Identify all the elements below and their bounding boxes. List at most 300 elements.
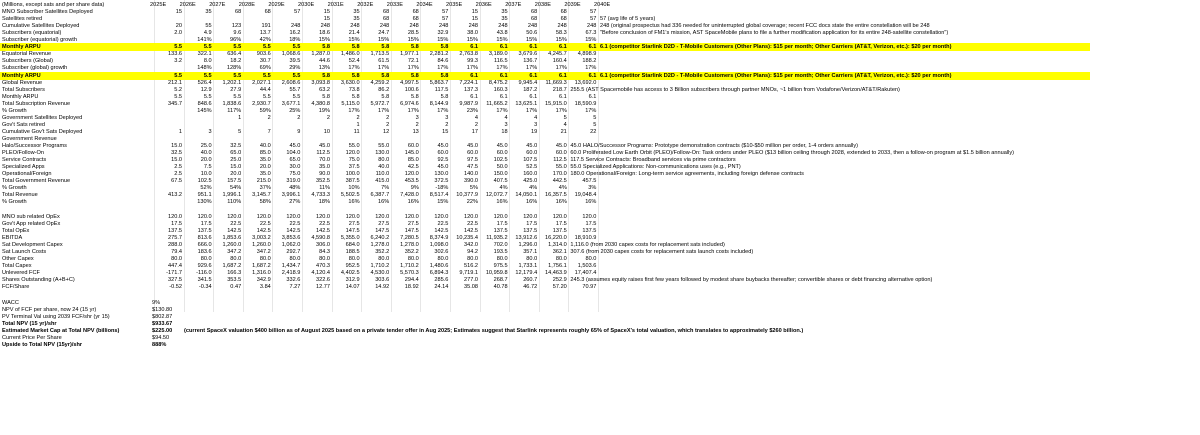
cell-value: 42.5 <box>407 164 419 171</box>
cell-value: 903.6 <box>256 51 271 58</box>
cell-value: 35.0 <box>319 164 330 171</box>
cell-value: 6.1 <box>499 93 508 100</box>
cell-value: 3 <box>504 121 508 128</box>
cell-value: 68 <box>264 9 271 16</box>
cell-value: 92.5 <box>437 157 449 164</box>
cell-value: 929.6 <box>197 262 212 269</box>
cell-value: 352.2 <box>375 248 390 255</box>
cell-value: 390.0 <box>464 178 478 185</box>
cell-value: 141% <box>197 37 212 44</box>
cell-value: 15% <box>525 37 538 44</box>
cell-value: 8,475.2 <box>488 79 508 86</box>
cell-value: 44.4 <box>259 86 271 93</box>
cell-value: 4,997.5 <box>400 79 419 86</box>
cell-value: 5 <box>593 114 597 121</box>
cell-value: 120.0 <box>404 213 419 220</box>
cell-value: 17% <box>407 107 419 114</box>
cell-value: 4,733.3 <box>311 192 330 199</box>
cell-value: 5.8 <box>322 72 330 79</box>
cell-value: 22.5 <box>437 220 449 227</box>
cell-value: 120.0 <box>227 213 242 220</box>
cell-value: 22.5 <box>230 220 242 227</box>
cell-value: 5,115.0 <box>341 100 360 107</box>
header-year: 2025E <box>150 2 167 8</box>
cell-value: 58% <box>259 199 271 206</box>
cell-value: 4,245.7 <box>548 51 567 58</box>
cell-value: 39.5 <box>289 58 301 65</box>
row-note: 6.1 (competitor Starlink D2D - T-Mobile Customers (Other Plans): $15 per month; Other Carriers (AT&T, Verizon, etc.): $20 per month) <box>600 44 952 51</box>
row-label: EBITDA <box>2 234 23 241</box>
cell-value: 4% <box>499 185 508 192</box>
cell-value: 292.7 <box>286 248 301 255</box>
cell-value: 5.5 <box>263 72 271 79</box>
cell-value: 1 <box>178 128 182 135</box>
cell-value: 15% <box>437 37 449 44</box>
cell-value: 117.5 <box>434 86 449 93</box>
cell-value: 22.5 <box>319 220 330 227</box>
cell-value: 1,480.6 <box>429 262 449 269</box>
cell-value: 145.0 <box>404 150 419 157</box>
row-label: Unlevered FCF <box>2 269 40 276</box>
cell-value: 17.5 <box>200 220 212 227</box>
cell-value: 6,240.2 <box>370 234 390 241</box>
cell-value: 352.5 <box>316 178 330 185</box>
row-label: Sat Development Capex <box>2 241 63 248</box>
cell-value: 35.0 <box>259 171 271 178</box>
cell-value: 110% <box>227 199 242 206</box>
cell-value: 80.0 <box>496 255 508 262</box>
cell-value: 28.5 <box>407 30 419 37</box>
cell-value: 80.0 <box>319 255 330 262</box>
cell-value: 413.2 <box>168 192 182 199</box>
header-year: 2035E <box>446 2 463 8</box>
cell-value: 15% <box>318 37 330 44</box>
cell-value: 7.5 <box>203 164 212 171</box>
cell-value: 248 <box>409 23 419 30</box>
cell-value: 2 <box>415 121 419 128</box>
cell-value: 8,144.9 <box>429 100 449 107</box>
row-label: Subscribers (equatorial) <box>2 30 62 37</box>
summary-value: $225.00 <box>152 328 173 335</box>
row-label: Total Capex <box>2 262 32 269</box>
cell-value: 5.5 <box>263 44 271 51</box>
cell-value: 17% <box>377 65 390 72</box>
cell-value: 85.0 <box>259 150 271 157</box>
cell-value: 4% <box>529 185 538 192</box>
cell-value: 4,402.5 <box>340 269 360 276</box>
cell-value: 3,003.2 <box>252 234 271 241</box>
cell-value: 951.1 <box>197 192 212 199</box>
cell-value: 252.9 <box>552 276 567 283</box>
cell-value: 18,910.9 <box>574 234 597 241</box>
header-year: 2030E <box>298 2 315 8</box>
cell-value: 147.5 <box>345 227 360 234</box>
cell-value: 18% <box>289 37 301 44</box>
cell-value: 5.5 <box>174 93 182 100</box>
cell-value: 5.8 <box>411 72 419 79</box>
row-label: Total Subscribers <box>2 86 45 93</box>
cell-value: 10,235.4 <box>456 234 478 241</box>
cell-value: 2 <box>297 114 301 121</box>
cell-value: 20.0 <box>200 157 212 164</box>
cell-value: 1,687.2 <box>222 262 242 269</box>
cell-value: 1,287.0 <box>311 51 330 58</box>
cell-value: 2.5 <box>174 171 182 178</box>
row-label: Sat Launch Costs <box>2 248 47 255</box>
row-note: 255.5 (AST Spacemobile has access to 3 Billion subscribers through partner MNOs, ~1 billion from Vodafone/Verizon/AT&T/Rakuten) <box>570 86 900 93</box>
cell-value: 16% <box>407 199 419 206</box>
cell-value: 9.6 <box>233 30 242 37</box>
cell-value: 35.0 <box>259 157 271 164</box>
cell-value: 130.0 <box>375 150 390 157</box>
cell-value: 21.4 <box>348 30 360 37</box>
cell-value: 112.5 <box>553 157 567 164</box>
cell-value: 142.5 <box>434 227 449 234</box>
cell-value: 2 <box>445 121 449 128</box>
cell-value: 303.6 <box>375 276 390 283</box>
cell-value: 17% <box>437 65 449 72</box>
cell-value: 54% <box>229 185 242 192</box>
header-year: 2033E <box>386 2 403 8</box>
cell-value: 69% <box>259 65 271 72</box>
cell-value: 6.1 <box>588 44 597 51</box>
header-year: 2032E <box>357 2 374 8</box>
cell-value: 2 <box>386 114 390 121</box>
cell-value: 2 <box>474 121 478 128</box>
cell-value: 17% <box>437 107 449 114</box>
cell-value: 68 <box>412 9 419 16</box>
cell-value: 1,260.0 <box>252 241 271 248</box>
cell-value: 37.5 <box>348 164 360 171</box>
cell-value: 45.0 <box>289 143 301 149</box>
cell-value: 4,380.8 <box>311 100 330 107</box>
cell-value: 107.5 <box>523 157 538 164</box>
cell-value: 22% <box>466 199 478 206</box>
cell-value: 55.0 <box>555 164 567 171</box>
cell-value: 47.5 <box>467 164 478 171</box>
cell-value: 150.0 <box>493 171 508 178</box>
cell-value: 17% <box>496 107 508 114</box>
cell-value: 13,692.0 <box>574 79 597 86</box>
row-label: Halo/Successor Programs <box>2 143 67 149</box>
cell-value: 15.0 <box>171 157 182 164</box>
cell-value: 12.77 <box>316 284 330 290</box>
cell-value: 57 <box>294 9 301 16</box>
cell-value: 7,280.5 <box>400 234 419 241</box>
cell-value: 248 <box>587 23 597 30</box>
cell-value: 5 <box>563 114 567 121</box>
cell-value: 952.5 <box>345 262 360 269</box>
cell-value: 3,189.0 <box>488 51 508 58</box>
cell-value: 35 <box>501 9 508 16</box>
cell-value: 183.6 <box>197 248 212 255</box>
cell-value: 120.0 <box>375 213 390 220</box>
cell-value: 1,062.0 <box>281 241 301 248</box>
cell-value: 5,972.7 <box>370 100 390 107</box>
cell-value: 148% <box>197 65 212 72</box>
cell-value: 72.1 <box>407 58 419 65</box>
cell-value: 137.3 <box>464 86 478 93</box>
cell-value: 5.5 <box>203 72 212 79</box>
cell-value: 212.1 <box>168 79 182 86</box>
cell-value: 1,314.0 <box>548 241 567 248</box>
cell-value: 57 <box>590 16 597 23</box>
header-year: 2036E <box>475 2 492 8</box>
cell-value: 22 <box>590 128 597 135</box>
cell-value: 5.5 <box>292 72 301 79</box>
cell-value: 1 <box>356 121 360 128</box>
cell-value: 45.0 <box>496 143 508 149</box>
cell-value: 117% <box>227 107 242 114</box>
row-label: MNO sub related OpEx <box>2 213 60 220</box>
cell-value: 516.2 <box>464 262 478 269</box>
cell-value: 65.0 <box>230 150 242 157</box>
cell-value: 302.6 <box>434 248 449 255</box>
cell-value: 16% <box>348 199 360 206</box>
cell-value: 362.1 <box>552 248 567 255</box>
cell-value: 17% <box>525 65 538 72</box>
cell-value: 75.0 <box>289 171 301 178</box>
row-label: Subscriber (global) growth <box>2 65 68 72</box>
cell-value: 12,179.4 <box>515 269 538 276</box>
summary-label: WACC <box>2 300 19 307</box>
cell-value: 68 <box>530 9 538 16</box>
cell-value: 248 <box>527 23 538 30</box>
cell-value: 166.3 <box>227 269 242 276</box>
cell-value: 8.0 <box>203 58 212 65</box>
cell-value: 40.0 <box>378 164 390 171</box>
cell-value: 9,945.4 <box>518 79 538 86</box>
cell-value: 130% <box>197 199 212 206</box>
cell-value: 52.5 <box>526 164 538 171</box>
row-label: Total OpEx <box>2 227 30 234</box>
cell-value: 5.8 <box>322 93 330 100</box>
cell-value: 10.0 <box>200 171 212 178</box>
cell-value: 7% <box>381 185 390 192</box>
cell-value: 120.0 <box>345 213 360 220</box>
cell-value: 6.1 <box>529 93 538 100</box>
cell-value: 60.0 <box>407 143 419 149</box>
row-note: 6.1 (competitor Starlink D2D - T-Mobile Customers (Other Plans): $15 per month; Other Carriers (AT&T, Verizon, etc.): $20 per month) <box>600 72 952 79</box>
cell-value: 58.3 <box>555 30 567 37</box>
cell-value: 16% <box>525 199 538 206</box>
cell-value: 5.8 <box>381 44 390 51</box>
row-note: 180.0 Operational/Foreign: Long-term service agreements, including foreign defense contracts <box>570 171 804 178</box>
cell-value: 14.92 <box>375 284 390 290</box>
cell-value: 80.0 <box>289 255 301 262</box>
cell-value: 4 <box>474 114 478 121</box>
cell-value: 80.0 <box>230 255 242 262</box>
cell-value: 15% <box>437 199 449 206</box>
cell-value: 116.5 <box>494 58 508 65</box>
row-note: 1,116.0 (from 2030 capex costs for replacement sats included) <box>570 241 725 248</box>
cell-value: 4,590.8 <box>311 234 330 241</box>
cell-value: 5.8 <box>440 93 449 100</box>
cell-value: 4,898.9 <box>577 51 597 58</box>
cell-value: 322.6 <box>316 276 330 283</box>
header-year: 2039E <box>564 2 581 8</box>
cell-value: -18% <box>435 185 449 192</box>
cell-value: 18% <box>318 199 330 206</box>
cell-value: 684.0 <box>345 241 360 248</box>
cell-value: 13 <box>412 128 419 135</box>
cell-value: 24.14 <box>434 284 449 290</box>
summary-label: NPV of FCF per share, now 24 (15 yr) <box>2 307 97 314</box>
row-label: Specialized Apps <box>2 164 45 171</box>
cell-value: 813.6 <box>197 234 212 241</box>
header-year: 2029E <box>268 2 285 8</box>
cell-value: 5.5 <box>233 44 242 51</box>
cell-value: 6,894.3 <box>429 269 449 276</box>
cell-value: 4,530.0 <box>370 269 390 276</box>
cell-value: 142.5 <box>286 227 301 234</box>
cell-value: 63.2 <box>319 86 330 93</box>
cell-value: 1,756.1 <box>548 262 567 269</box>
cell-value: 6,387.7 <box>370 192 390 199</box>
cell-value: 6.1 <box>588 72 597 79</box>
cell-value: 48% <box>289 185 301 192</box>
cell-value: 5.5 <box>263 93 271 100</box>
cell-value: 248 <box>439 23 449 30</box>
cell-value: 68 <box>412 16 419 23</box>
cell-value: 5.5 <box>292 44 301 51</box>
cell-value: 22.5 <box>289 220 301 227</box>
cell-value: 4 <box>504 114 508 121</box>
cell-value: 342.9 <box>256 276 271 283</box>
cell-value: 188.5 <box>345 248 360 255</box>
cell-value: 11,935.2 <box>486 234 508 241</box>
cell-value: 23% <box>466 107 478 114</box>
cell-value: 68 <box>234 9 242 16</box>
cell-value: 322.1 <box>197 51 212 58</box>
summary-label: Total NPV (15 yr)/shr <box>2 321 57 328</box>
row-note: 307.6 (from 2030 capex costs for replacement sats launch costs included) <box>570 248 754 255</box>
cell-value: 120.0 <box>523 213 538 220</box>
cell-value: 9,719.1 <box>459 269 478 276</box>
cell-value: 3,679.6 <box>518 51 538 58</box>
cell-value: 453.5 <box>404 178 419 185</box>
header-year: 2040E <box>594 2 611 8</box>
cell-value: 15% <box>496 37 508 44</box>
cell-value: 67.3 <box>585 30 597 37</box>
cell-value: 306.0 <box>316 241 330 248</box>
cell-value: 357.1 <box>523 248 538 255</box>
cell-value: 2.5 <box>174 164 182 171</box>
cell-value: 17,407.4 <box>574 269 597 276</box>
cell-value: 65.0 <box>289 157 301 164</box>
cell-value: 68 <box>560 9 567 16</box>
cell-value: 27.5 <box>378 220 390 227</box>
cell-value: 30.7 <box>259 58 271 65</box>
cell-value: 5.8 <box>440 44 449 51</box>
cell-value: 29% <box>289 65 301 72</box>
cell-value: -0.34 <box>198 284 212 290</box>
cell-value: 120.0 <box>168 213 182 220</box>
cell-value: 2 <box>386 121 390 128</box>
cell-value: 5.8 <box>351 72 360 79</box>
cell-value: 25.0 <box>200 143 212 149</box>
summary-value: 888% <box>152 342 167 349</box>
cell-value: 2,281.2 <box>429 51 449 58</box>
cell-value: 1,977.1 <box>400 51 419 58</box>
cell-value: 100.6 <box>404 86 419 93</box>
cell-value: 32.5 <box>230 143 242 149</box>
cell-value: 61.5 <box>378 58 390 65</box>
cell-value: 35 <box>205 9 212 16</box>
cell-value: 120.0 <box>434 213 449 220</box>
cell-value: 137.5 <box>523 227 538 234</box>
cell-value: 145% <box>197 107 212 114</box>
cell-value: 17.5 <box>555 220 567 227</box>
row-note: 117.5 Service Contracts: Broadband services via prime contractors <box>570 157 736 164</box>
cell-value: 526.4 <box>197 79 212 86</box>
cell-value: 147.5 <box>375 227 390 234</box>
cell-value: 347.2 <box>227 248 242 255</box>
row-label: Total Government Revenue <box>2 178 71 185</box>
cell-value: 0.47 <box>230 284 242 290</box>
row-label: Monthly ARPU <box>2 44 41 51</box>
cell-value: 17.5 <box>171 220 182 227</box>
cell-value: 17% <box>555 65 567 72</box>
row-label: MNO Subscriber Satellites Deployed <box>2 9 93 16</box>
cell-value: 5.5 <box>233 93 242 100</box>
cell-value: 4% <box>558 185 567 192</box>
summary-value: 9% <box>152 300 161 307</box>
cell-value: 288.0 <box>168 241 182 248</box>
cell-value: 341.5 <box>197 276 212 283</box>
cell-value: 6.1 <box>499 44 508 51</box>
cell-value: 25.0 <box>230 157 242 164</box>
cell-value: 60.0 <box>437 150 449 157</box>
cell-value: 38.0 <box>467 30 478 37</box>
cell-value: 80.0 <box>467 255 478 262</box>
header-year: 2027E <box>209 2 226 8</box>
cell-value: 425.0 <box>523 178 538 185</box>
cell-value: 55.7 <box>289 86 301 93</box>
cell-value: 20 <box>175 23 182 30</box>
cell-value: 3.2 <box>174 58 182 65</box>
cell-value: 5.8 <box>381 93 390 100</box>
cell-value: 120.0 <box>582 213 597 220</box>
cell-value: 17 <box>471 128 478 135</box>
summary-label: Estimated Market Cap at Total NPV (billions) <box>2 328 120 335</box>
cell-value: 6,974.6 <box>400 100 419 107</box>
cell-value: 218.7 <box>552 86 567 93</box>
cell-value: 248 <box>379 23 390 30</box>
row-note: 45.0 HALO/Successor Programs: Prototype demonstration contracts ($10-$50 million per order, 1-4 orders annually) <box>570 143 858 149</box>
cell-value: 1,316.0 <box>252 269 271 276</box>
cell-value: 80.0 <box>200 255 212 262</box>
cell-value: 44.6 <box>319 58 330 65</box>
cell-value: 10% <box>348 185 360 192</box>
cell-value: 20.0 <box>230 171 242 178</box>
cell-value: 457.5 <box>582 178 597 185</box>
cell-value: 12,072.7 <box>485 192 508 199</box>
cell-value: 17% <box>348 65 360 72</box>
table-row <box>0 283 1200 291</box>
cell-value: 120.0 <box>464 213 478 220</box>
cell-value: 120.0 <box>286 213 301 220</box>
row-label: Subscriber (equatorial) growth <box>2 37 77 44</box>
summary-value: $933.67 <box>152 321 173 328</box>
cell-value: 120.0 <box>316 213 330 220</box>
cell-value: 68 <box>560 16 567 23</box>
cell-value: 5,502.5 <box>340 192 360 199</box>
cell-value: 15% <box>555 37 567 44</box>
summary-value: $130.80 <box>152 307 173 314</box>
cell-value: 4 <box>563 121 567 128</box>
cell-value: 4.9 <box>203 30 212 37</box>
